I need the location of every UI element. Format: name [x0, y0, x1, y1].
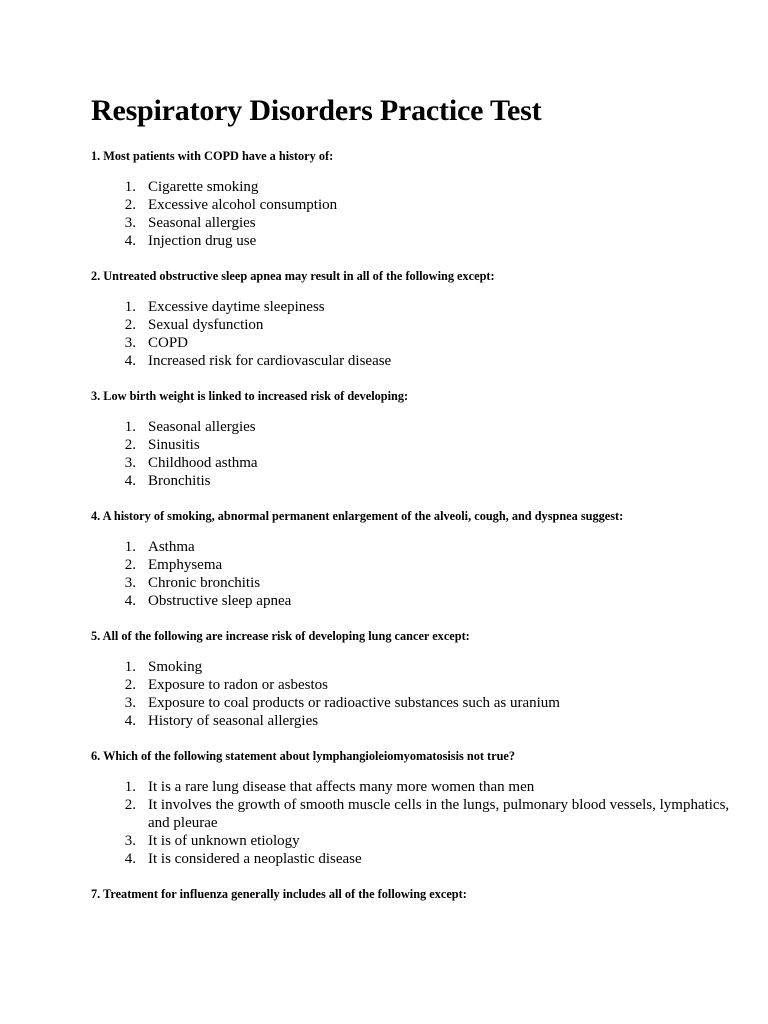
option-number: 4.: [124, 851, 136, 867]
option-text: Bronchitis: [148, 473, 211, 489]
question-6: [91, 748, 731, 868]
question-stem: 1. Most patients with COPD have a history of:: [91, 149, 334, 163]
option-item: [91, 832, 731, 850]
option-item: [91, 574, 731, 592]
option-text: Childhood asthma: [148, 455, 258, 471]
option-number: 2.: [124, 437, 136, 453]
option-number: 2.: [124, 317, 136, 333]
option-number: 1.: [124, 179, 136, 195]
option-item: [91, 214, 731, 232]
option-number: 1.: [124, 419, 136, 435]
option-item: [91, 334, 731, 352]
option-number: 2.: [124, 557, 136, 573]
option-item: [91, 178, 731, 196]
option-text: It is a rare lung disease that affects many more women than men: [148, 779, 535, 795]
option-text: Exposure to radon or asbestos: [148, 677, 328, 693]
option-item: [91, 298, 731, 316]
option-text: Exposure to coal products or radioactive substances such as uranium: [148, 695, 560, 711]
question-4: [91, 508, 731, 610]
option-item: [91, 592, 731, 610]
option-item: [91, 712, 731, 730]
option-text: It is considered a neoplastic disease: [148, 851, 362, 867]
option-item: [91, 454, 731, 472]
option-number: 2.: [124, 797, 136, 813]
option-number: 1.: [124, 539, 136, 555]
option-item: [91, 538, 731, 556]
question-7: [91, 886, 731, 902]
option-number: 1.: [124, 299, 136, 315]
option-text: Obstructive sleep apnea: [148, 593, 292, 609]
option-item: [91, 796, 731, 832]
option-list: [91, 778, 731, 868]
option-list: [91, 418, 731, 490]
document-page: [91, 94, 731, 916]
option-number: 4.: [124, 353, 136, 369]
page-title: Respiratory Disorders Practice Test: [91, 94, 542, 127]
option-text: COPD: [148, 335, 189, 351]
option-text: It involves the growth of smooth muscle cells in the lungs, pulmonary blood vessels, lymphatics, and pleurae: [148, 797, 730, 831]
option-number: 4.: [124, 713, 136, 729]
question-3: [91, 388, 731, 490]
option-text: Seasonal allergies: [148, 215, 256, 231]
option-number: 2.: [124, 197, 136, 213]
option-text: Cigarette smoking: [148, 179, 259, 195]
option-text: Chronic bronchitis: [148, 575, 261, 591]
option-item: [91, 676, 731, 694]
option-text: Sexual dysfunction: [148, 317, 264, 333]
option-item: [91, 556, 731, 574]
option-item: [91, 436, 731, 454]
option-text: Asthma: [148, 539, 195, 555]
option-number: 3.: [124, 335, 136, 351]
option-list: [91, 298, 731, 370]
option-number: 4.: [124, 473, 136, 489]
option-text: History of seasonal allergies: [148, 713, 319, 729]
option-text: Excessive daytime sleepiness: [148, 299, 325, 315]
option-number: 3.: [124, 575, 136, 591]
option-number: 3.: [124, 695, 136, 711]
option-number: 3.: [124, 455, 136, 471]
question-stem: 4. A history of smoking, abnormal permanent enlargement of the alveoli, cough, and dyspnea suggest:: [91, 509, 624, 523]
question-5: [91, 628, 731, 730]
option-list: [91, 658, 731, 730]
option-list: [91, 178, 731, 250]
question-stem: 3. Low birth weight is linked to increased risk of developing:: [91, 389, 409, 403]
question-stem: 2. Untreated obstructive sleep apnea may result in all of the following except:: [91, 269, 495, 283]
option-number: 3.: [124, 833, 136, 849]
option-text: It is of unknown etiology: [148, 833, 300, 849]
option-item: [91, 316, 731, 334]
option-number: 4.: [124, 233, 136, 249]
option-item: [91, 418, 731, 436]
option-item: [91, 658, 731, 676]
option-number: 3.: [124, 215, 136, 231]
question-stem: 7. Treatment for influenza generally includes all of the following except:: [91, 887, 467, 901]
option-item: [91, 694, 731, 712]
option-item: [91, 232, 731, 250]
option-text: Smoking: [148, 659, 203, 675]
option-item: [91, 352, 731, 370]
question-stem: 5. All of the following are increase risk of developing lung cancer except:: [91, 629, 470, 643]
option-text: Increased risk for cardiovascular disease: [148, 353, 392, 369]
question-1: [91, 148, 731, 250]
option-item: [91, 850, 731, 868]
option-text: Sinusitis: [148, 437, 200, 453]
option-text: Seasonal allergies: [148, 419, 256, 435]
question-2: [91, 268, 731, 370]
option-number: 1.: [124, 659, 136, 675]
option-item: [91, 472, 731, 490]
option-number: 4.: [124, 593, 136, 609]
option-item: [91, 778, 731, 796]
option-number: 1.: [124, 779, 136, 795]
option-text: Emphysema: [148, 557, 223, 573]
option-item: [91, 196, 731, 214]
option-text: Excessive alcohol consumption: [148, 197, 338, 213]
option-text: Injection drug use: [148, 233, 257, 249]
option-number: 2.: [124, 677, 136, 693]
question-stem: 6. Which of the following statement about lymphangioleiomyomatosisis not true?: [91, 749, 516, 763]
option-list: [91, 538, 731, 610]
